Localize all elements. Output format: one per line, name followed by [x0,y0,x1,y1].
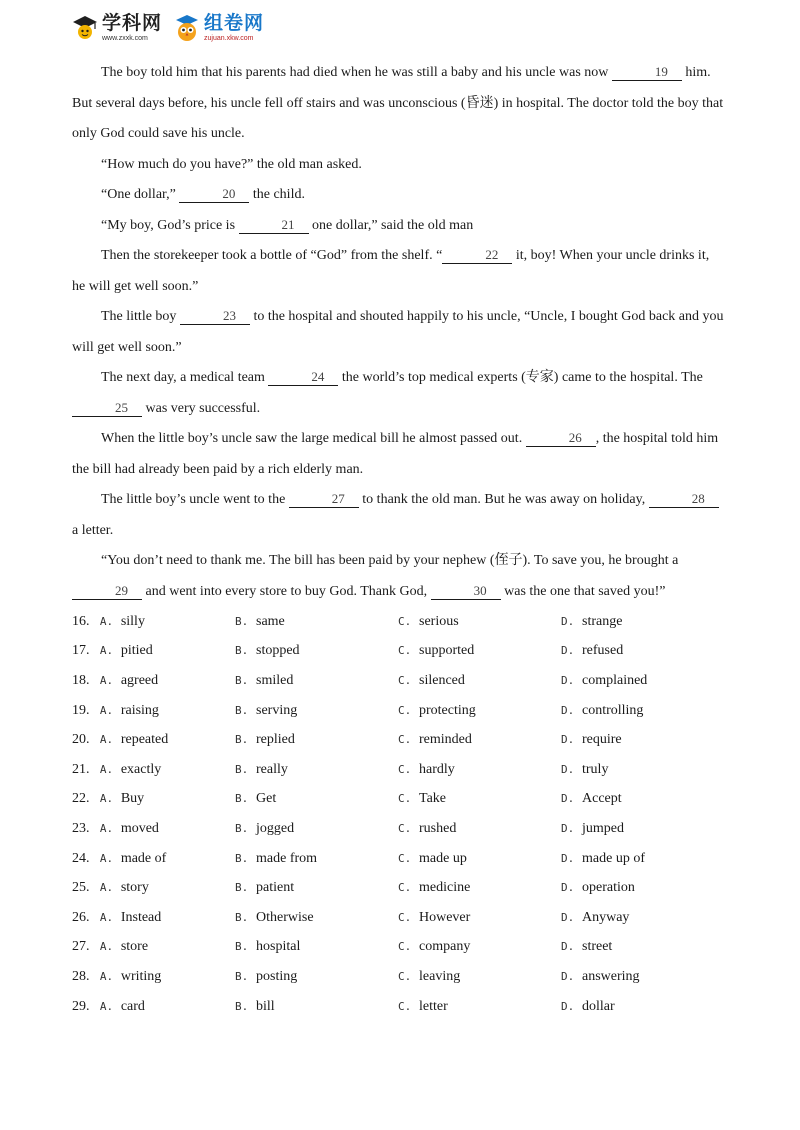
option-a[interactable] [100,643,235,659]
option-a[interactable] [100,762,235,778]
option-letter: B. [235,644,249,658]
question-number: 24. [72,850,90,866]
option-text: jumped [582,820,624,836]
option-b[interactable] [235,643,398,659]
passage-paragraph: “One dollar,” 20 the child. [101,186,305,202]
answer-blank-25[interactable]: 25 [72,399,142,417]
answer-blank-21[interactable]: 21 [239,216,309,234]
option-d[interactable] [561,673,724,689]
option-text: raising [120,702,159,718]
option-text: posting [256,968,298,984]
option-letter: B. [235,910,249,924]
answer-blank-23[interactable]: 23 [180,307,250,325]
logo-url-text: www.zxxk.com [102,35,148,42]
option-text: made from [256,850,318,866]
option-text: street [582,939,613,955]
option-letter: B. [235,999,249,1013]
option-letter: C. [398,644,412,658]
option-text: Get [256,791,277,807]
question-number: 23. [72,820,90,836]
option-letter: A. [99,999,114,1013]
option-c[interactable] [398,703,561,719]
option-d[interactable] [561,821,724,837]
passage-paragraph: The boy told him that his parents had died when he was still a baby and his uncle was now 19 him. But several days before, his uncle fell off stairs and was unconscious (昏迷) in hospital. The doctor told the boy that only God could save his uncle. [72,64,724,141]
option-letter: B. [235,821,249,835]
option-b[interactable] [235,821,398,837]
option-text: However [419,909,471,925]
option-text: Instead [120,909,162,925]
answer-blank-19[interactable]: 19 [612,63,682,81]
owl-mascot-icon [174,14,200,42]
option-letter: D. [561,940,575,954]
option-d[interactable] [561,614,724,630]
option-text: really [256,761,288,777]
question-row [72,755,724,785]
option-d[interactable] [561,969,724,985]
option-b[interactable] [235,880,398,896]
option-b[interactable] [235,969,398,985]
question-number: 27. [72,939,90,955]
option-c[interactable] [398,999,561,1015]
option-text: refused [582,643,624,659]
option-text: same [256,613,285,629]
answer-blank-27[interactable]: 27 [289,490,359,508]
option-letter: D. [561,910,575,924]
answer-blank-22[interactable]: 22 [442,246,512,264]
answer-blank-26[interactable]: 26 [526,429,596,447]
option-letter: C. [398,851,412,865]
cloze-passage-section [72,58,724,1021]
option-text: answering [582,968,640,984]
option-text: agreed [120,672,159,688]
option-a[interactable] [100,880,235,896]
option-b[interactable] [235,999,398,1015]
option-letter: D. [561,999,575,1013]
option-text: rushed [419,820,457,836]
option-letter: A. [99,733,114,747]
option-text: serious [419,613,459,629]
option-letter: A. [99,851,114,865]
option-letter: D. [561,821,575,835]
passage-paragraph: “You don’t need to thank me. The bill has been paid by your nephew (侄子). To save you, he brought a 29 and went into every store to buy God. Thank God, 30 was the one that saved you!” [72,546,724,607]
option-text: Accept [582,791,622,807]
question-row [72,933,724,963]
option-d[interactable] [561,880,724,896]
option-letter: D. [561,673,575,687]
option-letter: B. [235,614,249,628]
option-text: exactly [120,761,162,777]
passage-paragraph: “How much do you have?” the old man asked. [101,156,362,172]
option-b[interactable] [235,673,398,689]
option-letter: D. [561,792,575,806]
option-letter: C. [398,821,412,835]
option-letter: B. [235,762,249,776]
zujuan-logo[interactable] [174,14,264,42]
option-text: store [120,939,149,955]
passage-paragraph: Then the storekeeper took a bottle of “God” from the shelf. “ 22 it, boy! When your uncle drinks it, he will get well soon.” [72,247,710,294]
question-row [72,903,724,933]
passage-paragraph: The little boy’s uncle went to the 27 to thank the old man. But he was away on holiday, 28 a letter. [72,485,724,546]
question-row [72,962,724,992]
option-text: Take [419,791,447,807]
option-a[interactable] [100,851,235,867]
option-text: leaving [419,968,461,984]
option-letter: C. [398,733,412,747]
option-letter: A. [99,821,114,835]
option-letter: B. [235,792,249,806]
option-b[interactable] [235,762,398,778]
option-letter: A. [99,703,114,717]
option-d[interactable] [561,732,724,748]
option-c[interactable] [398,821,561,837]
option-letter: D. [561,851,575,865]
option-letter: D. [561,703,575,717]
option-letter: B. [235,851,249,865]
option-text: Buy [120,791,145,807]
option-text: Otherwise [256,909,314,925]
option-text: serving [256,702,298,718]
option-letter: A. [99,969,114,983]
option-text: replied [256,732,295,748]
option-c[interactable] [398,732,561,748]
passage-paragraph: The little boy 23 to the hospital and shouted happily to his uncle, “Uncle, I bought God back and you will get well soon.” [72,308,724,355]
option-letter: A. [99,644,114,658]
option-letter: B. [235,969,249,983]
option-letter: A. [99,792,114,806]
question-number: 28. [72,968,90,984]
option-letter: B. [235,673,249,687]
option-letter: C. [398,969,412,983]
option-c[interactable] [398,614,561,630]
option-text: controlling [582,702,644,718]
answer-blank-30[interactable]: 30 [431,582,501,600]
option-d[interactable] [561,762,724,778]
option-c[interactable] [398,939,561,955]
option-c[interactable] [398,880,561,896]
option-text: made up [419,850,467,866]
option-text: made of [120,850,167,866]
option-text: stopped [256,643,300,659]
question-row [72,725,724,755]
option-a[interactable] [100,939,235,955]
option-letter: C. [398,703,412,717]
option-letter: B. [235,703,249,717]
logo-url-text: zujuan.xkw.com [204,35,254,42]
option-text: strange [582,613,623,629]
option-text: letter [419,998,448,1014]
question-row [72,873,724,903]
question-row [72,844,724,874]
option-letter: A. [99,881,114,895]
question-number: 26. [72,909,90,925]
option-text: story [120,880,149,896]
option-letter: C. [398,940,412,954]
question-number: 18. [72,672,90,688]
question-number: 19. [72,702,90,718]
passage-paragraph: When the little boy’s uncle saw the large medical bill he almost passed out. 26 , the hospital told him the bill had already been paid by a rich elderly man. [72,430,719,477]
option-b[interactable] [235,791,398,807]
option-b[interactable] [235,614,398,630]
option-letter: C. [398,762,412,776]
question-row [72,696,724,726]
question-row [72,785,724,815]
option-letter: C. [398,792,412,806]
option-c[interactable] [398,673,561,689]
option-text: silenced [419,672,465,688]
question-number: 16. [72,613,90,629]
option-d[interactable] [561,910,724,926]
option-d[interactable] [561,851,724,867]
option-b[interactable] [235,939,398,955]
option-text: require [582,732,622,748]
option-text: medicine [419,880,471,896]
option-c[interactable] [398,851,561,867]
option-text: operation [582,880,635,896]
question-row [72,637,724,667]
option-text: hardly [419,761,455,777]
option-text: company [419,939,471,955]
options-list [72,607,724,1021]
option-d[interactable] [561,999,724,1015]
passage-paragraph: “My boy, God’s price is 21 one dollar,” said the old man [101,216,474,233]
option-text: Anyway [582,909,630,925]
option-text: patient [256,880,295,896]
option-letter: D. [561,969,575,983]
option-letter: C. [398,881,412,895]
option-letter: B. [235,940,249,954]
option-letter: C. [398,673,412,687]
logo-main-text: 学科网 [102,12,163,34]
option-d[interactable] [561,703,724,719]
option-letter: A. [99,910,114,924]
option-letter: A. [99,762,114,776]
answer-blank-29[interactable]: 29 [72,582,142,600]
option-letter: C. [398,910,412,924]
option-d[interactable] [561,643,724,659]
option-letter: B. [235,733,249,747]
option-letter: D. [561,762,575,776]
option-text: hospital [256,939,301,955]
option-a[interactable] [100,821,235,837]
question-number: 25. [72,880,90,896]
page-header [72,10,264,46]
option-text: made up of [582,850,645,866]
option-a[interactable] [100,703,235,719]
option-letter: C. [398,999,412,1013]
option-d[interactable] [561,939,724,955]
answer-blank-28[interactable]: 28 [649,490,719,508]
answer-blank-20[interactable]: 20 [179,185,249,203]
option-letter: A. [99,940,114,954]
option-a[interactable] [100,791,235,807]
question-row [72,992,724,1022]
option-a[interactable] [100,999,235,1015]
option-text: moved [120,820,159,836]
option-letter: D. [561,733,575,747]
option-text: smiled [256,672,294,688]
option-letter: C. [398,614,412,628]
answer-blank-24[interactable]: 24 [268,368,338,386]
option-b[interactable] [235,851,398,867]
option-c[interactable] [398,969,561,985]
option-text: writing [120,968,162,984]
question-row [72,607,724,637]
option-text: card [120,998,145,1014]
question-row [72,666,724,696]
option-letter: D. [561,614,575,628]
option-b[interactable] [235,703,398,719]
option-text: bill [256,998,275,1014]
option-a[interactable] [100,732,235,748]
option-text: complained [582,672,648,688]
option-text: dollar [582,998,615,1014]
option-c[interactable] [398,762,561,778]
option-text: jogged [256,820,295,836]
option-letter: B. [235,881,249,895]
option-b[interactable] [235,732,398,748]
option-text: silly [120,613,145,629]
option-letter: A. [99,673,114,687]
option-text: pitied [120,643,153,659]
option-letter: A. [99,614,114,628]
option-text: truly [582,761,609,777]
option-a[interactable] [100,673,235,689]
passage-paragraph: The next day, a medical team 24 the world’s top medical experts (专家) came to the hospital. The 25 was very successful. [72,363,724,424]
option-text: protecting [419,702,476,718]
passage [72,58,724,607]
option-a[interactable] [100,910,235,926]
logo-main-text: 组卷网 [204,12,265,34]
option-a[interactable] [100,969,235,985]
option-c[interactable] [398,910,561,926]
question-row [72,814,724,844]
question-number: 21. [72,761,90,777]
question-number: 29. [72,998,90,1014]
option-text: supported [419,643,475,659]
option-text: repeated [120,732,169,748]
option-text: reminded [419,732,472,748]
option-a[interactable] [100,614,235,630]
graduate-cap-icon [72,14,98,42]
option-letter: D. [561,644,575,658]
option-b[interactable] [235,910,398,926]
question-number: 17. [72,643,90,659]
option-d[interactable] [561,791,724,807]
option-c[interactable] [398,643,561,659]
question-number: 20. [72,732,90,748]
zxxk-logo[interactable] [72,14,162,42]
option-c[interactable] [398,791,561,807]
option-letter: D. [561,881,575,895]
question-number: 22. [72,791,90,807]
